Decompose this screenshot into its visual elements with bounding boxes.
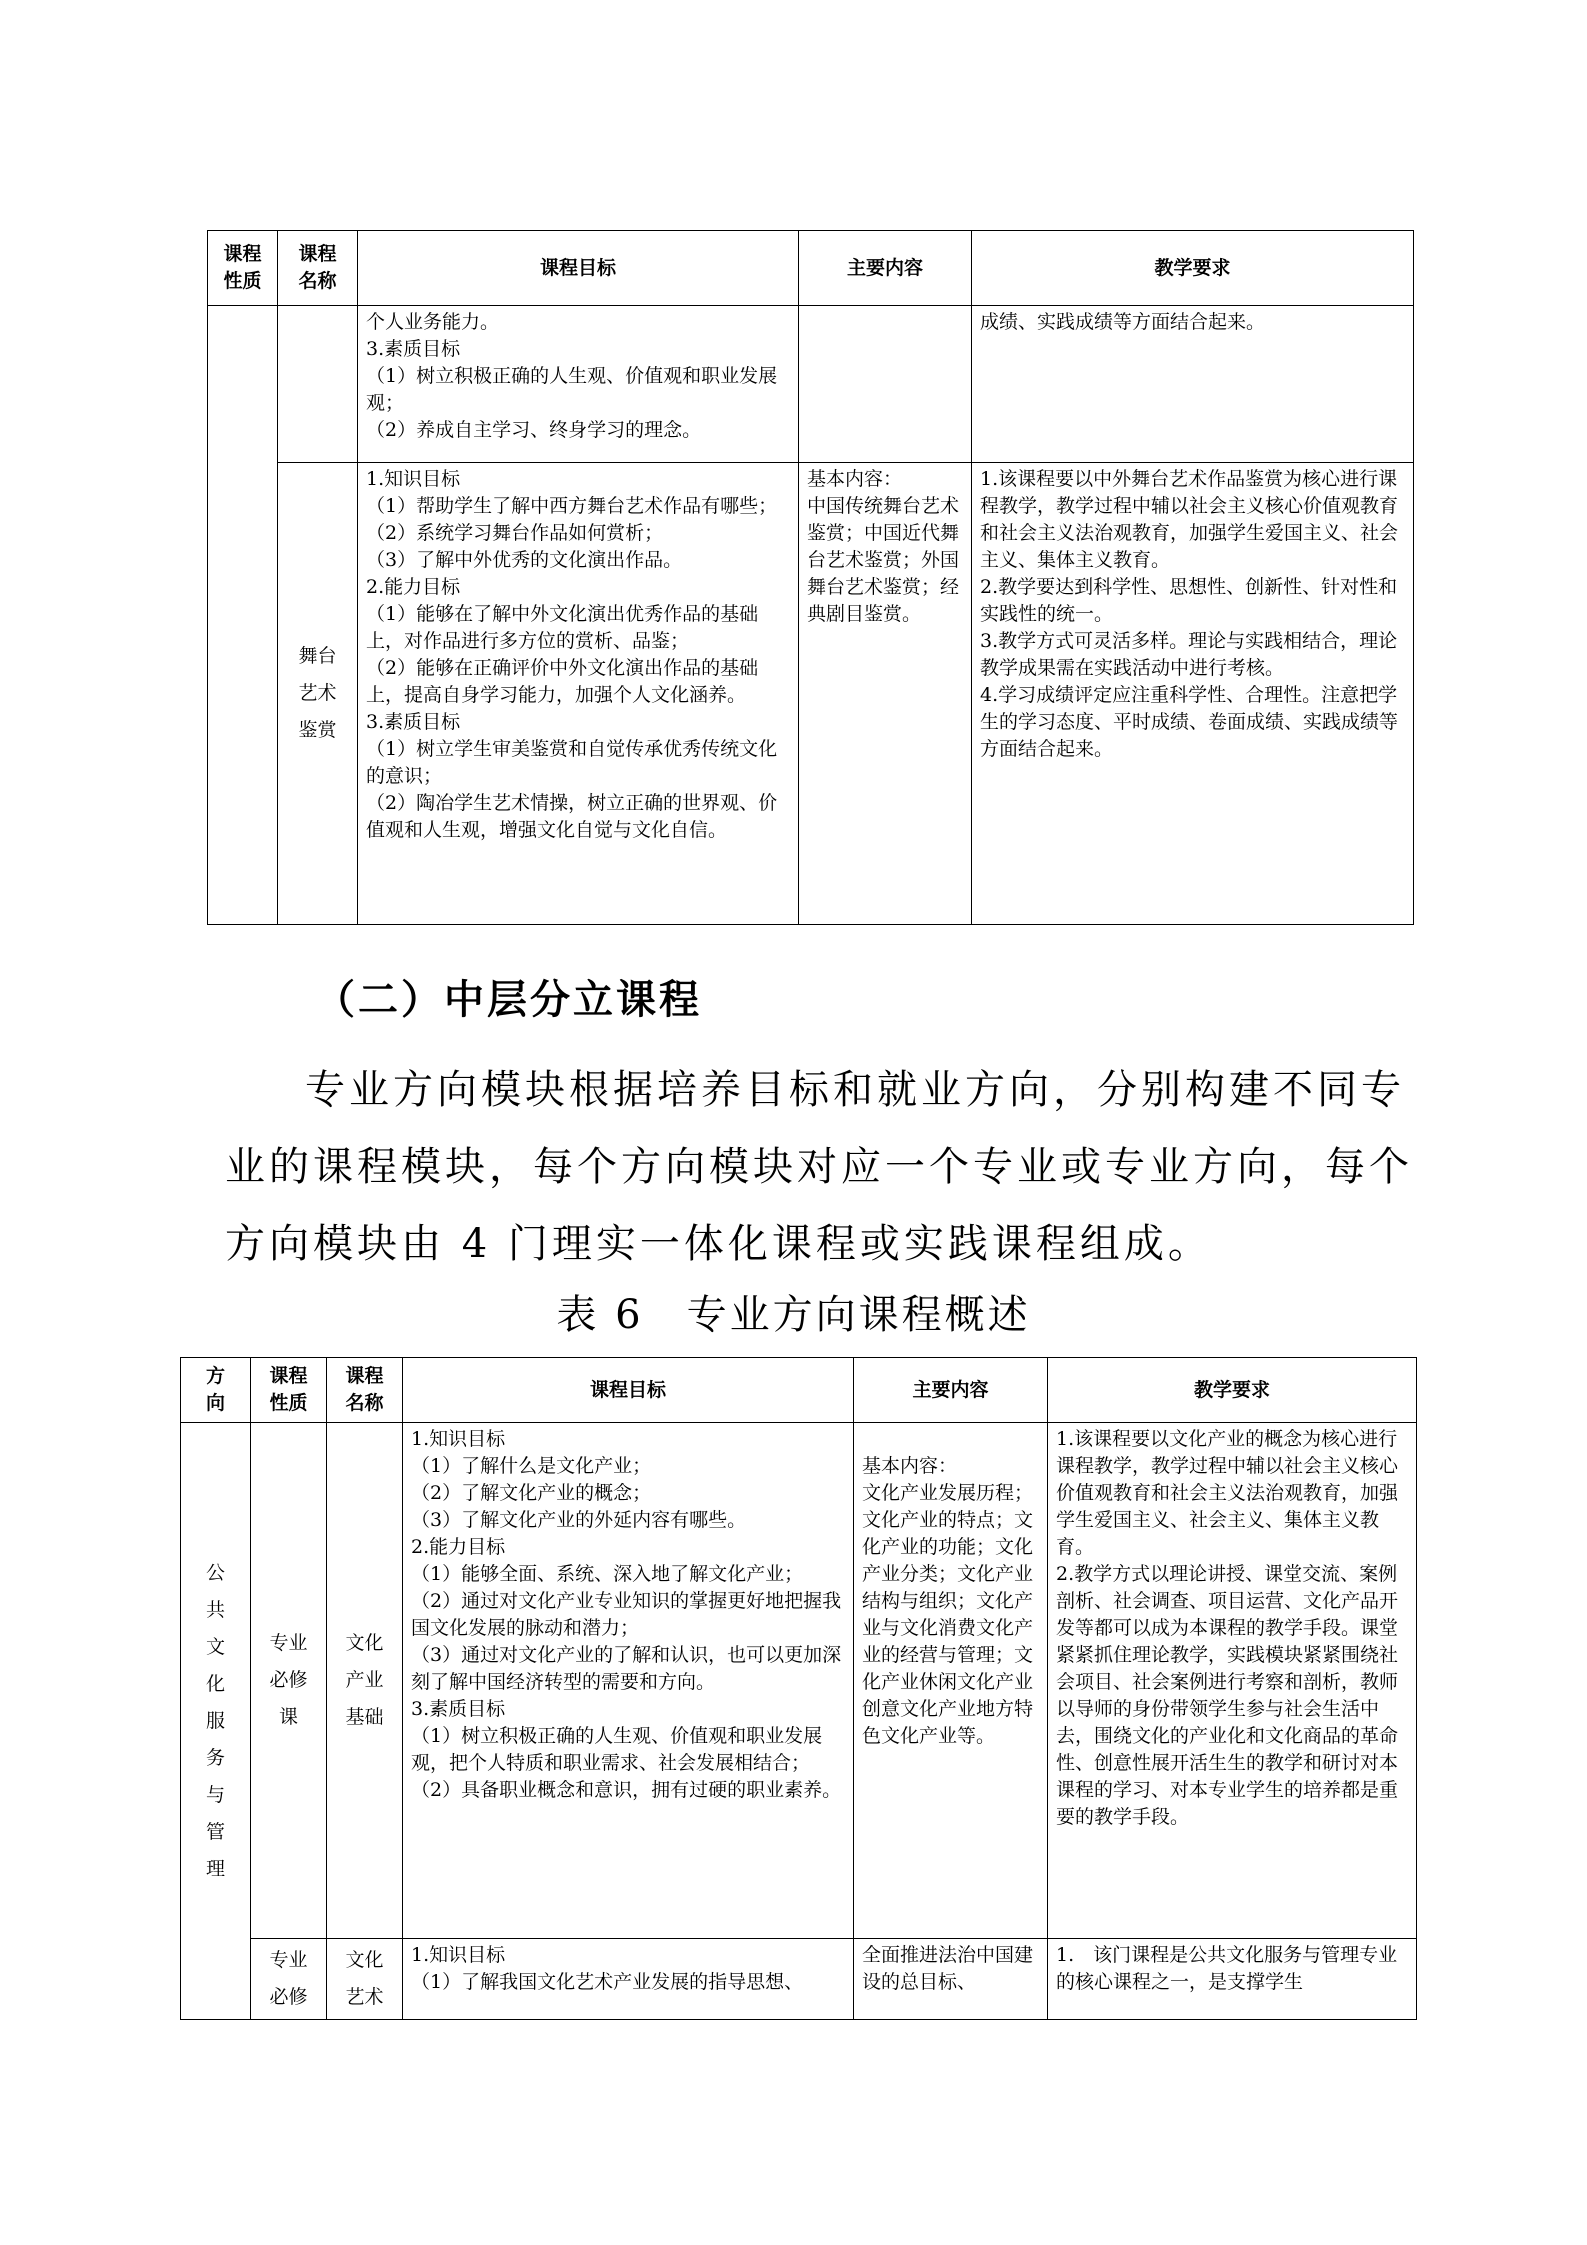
cell-content: 全面推进法治中国建设的总目标、 [854, 1939, 1048, 2020]
cell-content: 基本内容： 文化产业发展历程；文化产业的特点；文化产业的功能；文化产业分类；文化产业结构与组织；文化产业与文化消费文化产业的经营与管理；文化产业休闲文化产业创意文化产业地方特色文化产业等。 [854, 1423, 1048, 1939]
header-requirements: 教学要求 [972, 231, 1414, 306]
course-nature: 专业 必修 [251, 1939, 327, 2020]
cell-goals: 1.知识目标 （1）了解我国文化艺术产业发展的指导思想、 [403, 1939, 854, 2020]
header-nature: 课程 性质 [208, 231, 278, 306]
header-goals: 课程目标 [358, 231, 799, 306]
cell-requirements: 1.该课程要以中外舞台艺术作品鉴赏为核心进行课程教学，教学过程中辅以社会主义核心价值观教育和社会主义法治观教育，加强学生爱国主义、社会主义、集体主义教育。 2.教学要达到科学性、思想性、创新性、针对性和实践性的统一。 3.教学方式可灵活多样。理论与实践相结合，理论教学成果需在实践活动中进行考核。 4.学习成绩评定应注重科学性、合理性。注意把学生的学习态度、平时成绩、卷面成绩、实践成绩等方面结合起来。 [972, 463, 1414, 925]
cell-nature-empty [208, 306, 278, 925]
header-name: 课程 名称 [327, 1358, 403, 1423]
course-name: 文化 产业 基础 [327, 1423, 403, 1939]
cell-goals: 个人业务能力。 3.素质目标 （1）树立积极正确的人生观、价值观和职业发展观； （2）养成自主学习、终身学习的理念。 [358, 306, 799, 463]
header-requirements: 教学要求 [1048, 1358, 1417, 1423]
header-goals: 课程目标 [403, 1358, 854, 1423]
cell-requirements: 1. 该门课程是公共文化服务与管理专业的核心课程之一，是支撑学生 [1048, 1939, 1417, 2020]
table-caption: 表 6 专业方向课程概述 [556, 1292, 1031, 1338]
cell-content: 基本内容： 中国传统舞台艺术鉴赏；中国近代舞台艺术鉴赏；外国舞台艺术鉴赏；经典剧目鉴赏。 [799, 463, 972, 925]
cell-requirements: 成绩、实践成绩等方面结合起来。 [972, 306, 1414, 463]
cell-requirements: 1.该课程要以文化产业的概念为核心进行课程教学，教学过程中辅以社会主义核心价值观教育和社会主义法治观教育，加强学生爱国主义、社会主义、集体主义教育。 2.教学方式以理论讲授、课堂交流、案例剖析、社会调查、项目运营、文化产品开发等都可以成为本课程的教学手段。课堂紧紧抓住理论教学，实践模块紧紧围绕社会项目、社会案例进行考察和剖析，教师以导师的身份带领学生参与社会生活中去，围绕文化的产业化和文化商品的革命性、创意性展开活生生的教学和研讨对本课程的学习、对本专业学生的培养都是重要的教学手段。 [1048, 1423, 1417, 1939]
direction-course-table [180, 1357, 1417, 2020]
header-direction: 方 向 [181, 1358, 251, 1423]
cell-content-empty [799, 306, 972, 463]
body-paragraph: 专业方向模块根据培养目标和就业方向，分别构建不同专 业的课程模块，每个方向模块对应一个专业或专业方向，每个 方向模块由 4 门理实一体化课程或实践课程组成。 [225, 1067, 1413, 1267]
cell-goals: 1.知识目标 （1）帮助学生了解中西方舞台艺术作品有哪些； （2）系统学习舞台作品如何赏析； （3）了解中外优秀的文化演出作品。 2.能力目标 （1）能够在了解中外文化演出优秀作品的基础上，对作品进行多方位的赏析、品鉴； （2）能够在正确评价中外文化演出作品的基础上，提高自身学习能力，加强个人文化涵养。 3.素质目标 （1）树立学生审美鉴赏和自觉传承优秀传统文化的意识； （2）陶冶学生艺术情操，树立正确的世界观、价值观和人生观，增强文化自觉与文化自信。 [358, 463, 799, 925]
course-name-stage-art: 舞台 艺术 鉴赏 [278, 463, 358, 925]
header-content: 主要内容 [854, 1358, 1048, 1423]
cell-name-empty [278, 306, 358, 463]
course-table-continued [207, 230, 1414, 925]
header-content: 主要内容 [799, 231, 972, 306]
cell-goals: 1.知识目标 （1）了解什么是文化产业； （2）了解文化产业的概念； （3）了解文化产业的外延内容有哪些。 2.能力目标 （1）能够全面、系统、深入地了解文化产业； （2）通过对文化产业专业知识的掌握更好地把握我国文化发展的脉动和潜力； （3）通过对文化产业的了解和认识，也可以更加深刻了解中国经济转型的需要和方向。 3.素质目标 （1）树立积极正确的人生观、价值观和职业发展观，把个人特质和职业需求、社会发展相结合； （2）具备职业概念和意识，拥有过硬的职业素养。 [403, 1423, 854, 1939]
course-name: 文化 艺术 [327, 1939, 403, 2020]
direction-cell: 公 共 文 化 服 务 与 管 理 [181, 1423, 251, 2020]
course-nature: 专业 必修 课 [251, 1423, 327, 1939]
section-heading: （二）中层分立课程 [315, 976, 702, 1023]
header-nature: 课程 性质 [251, 1358, 327, 1423]
header-name: 课程 名称 [278, 231, 358, 306]
